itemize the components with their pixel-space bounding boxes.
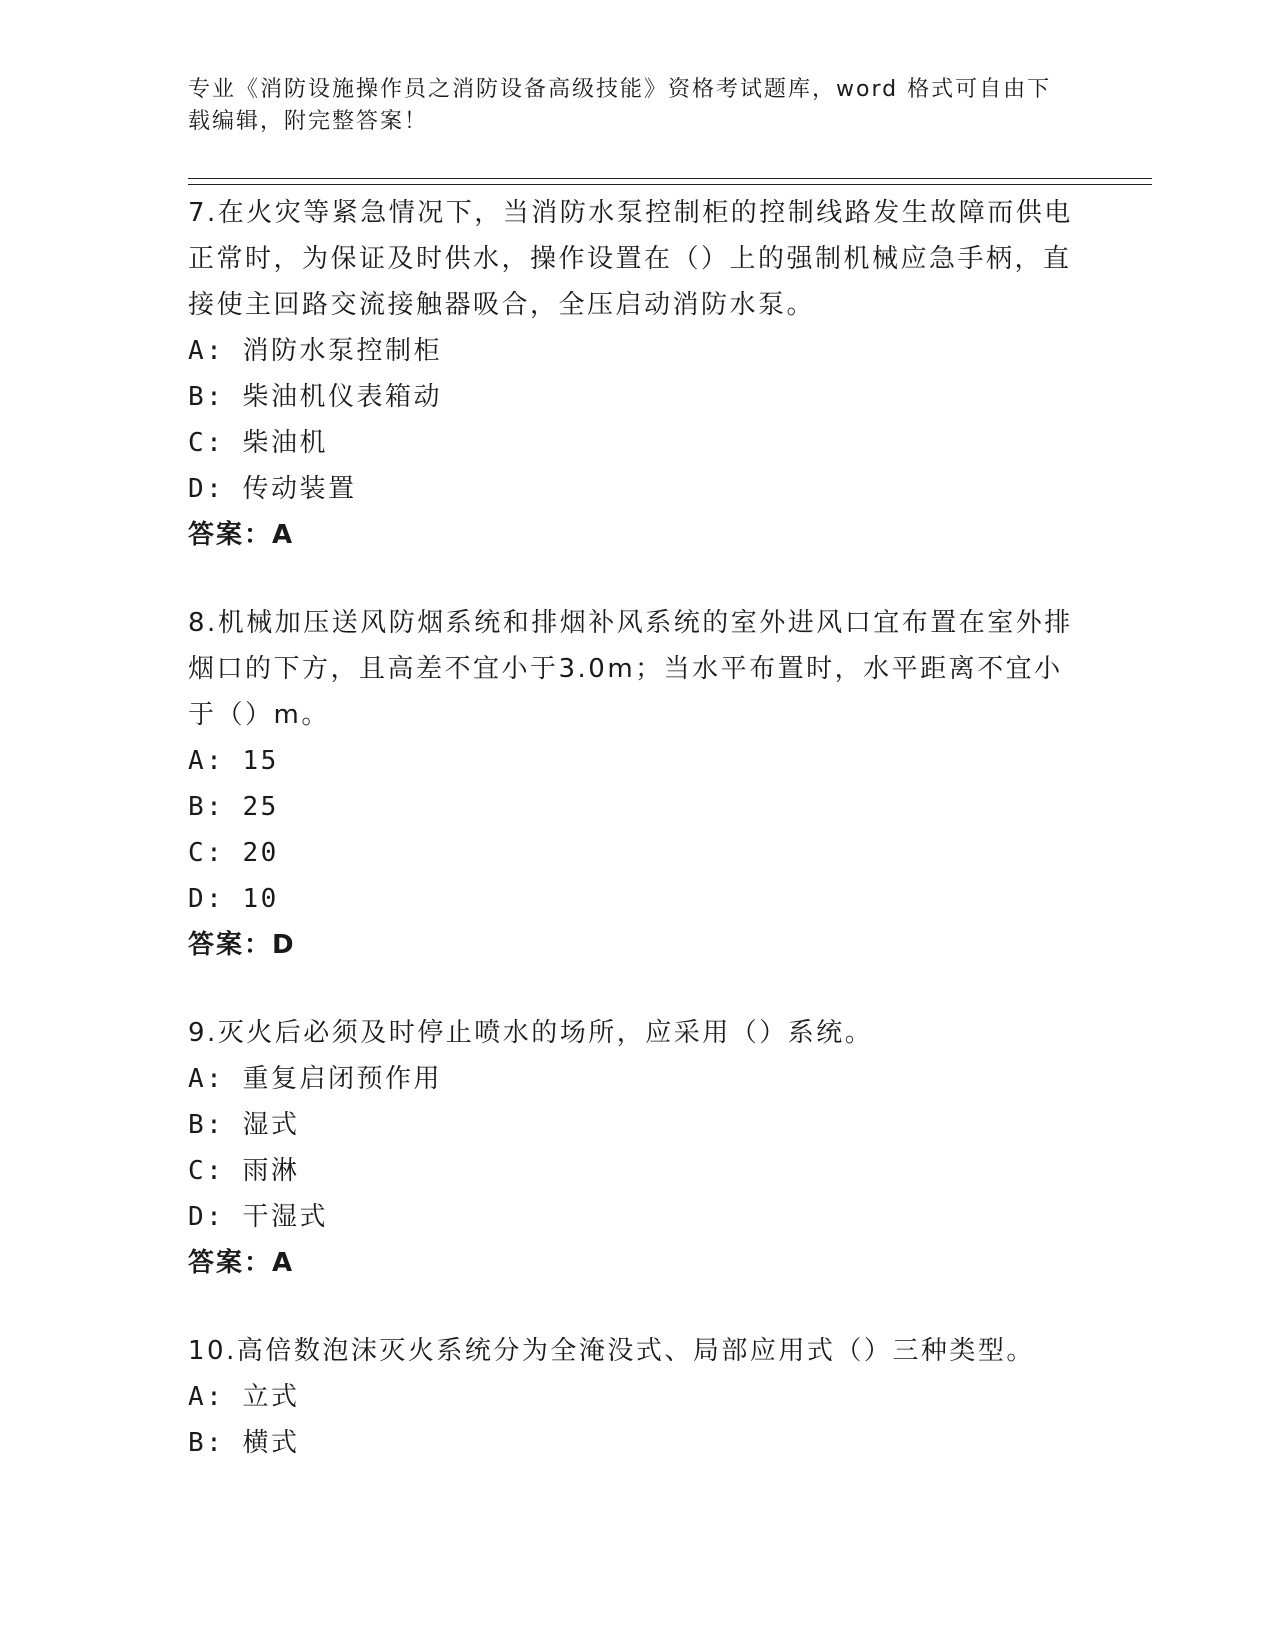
option-text: 25	[242, 792, 279, 822]
option-text: 10	[242, 884, 279, 914]
option-b	[188, 784, 1088, 830]
answer-line: 答案：A	[188, 1248, 295, 1278]
option-text: 柴油机	[242, 428, 328, 458]
option-label: C:	[188, 838, 225, 868]
option-label: C:	[188, 428, 225, 458]
option-label: D:	[188, 884, 225, 914]
option-text: 雨淋	[242, 1156, 300, 1186]
option-text: 传动装置	[242, 474, 357, 504]
option-text: 干湿式	[242, 1202, 328, 1232]
option-b	[188, 374, 1088, 420]
option-c	[188, 420, 1088, 466]
option-a	[188, 738, 1088, 784]
option-label: A:	[188, 1064, 225, 1094]
question-stem: 10.高倍数泡沫灭火系统分为全淹没式、局部应用式（）三种类型。	[188, 1336, 1035, 1366]
option-text: 消防水泵控制柜	[242, 336, 442, 366]
header-divider	[188, 178, 1152, 179]
answer-line: 答案：D	[188, 930, 296, 960]
question-stem: 7.在火灾等紧急情况下，当消防水泵控制柜的控制线路发生故障而供电正常时，为保证及时供水，操作设置在（）上的强制机械应急手柄，直接使主回路交流接触器吸合，全压启动消防水泵。	[188, 198, 1073, 320]
option-d	[188, 1194, 1088, 1240]
option-list	[188, 328, 1088, 512]
option-a	[188, 1374, 1088, 1420]
answer-line: 答案：A	[188, 520, 295, 550]
option-b	[188, 1420, 1088, 1466]
question-list	[188, 190, 1088, 1508]
option-c	[188, 830, 1088, 876]
page-header: 专业《消防设施操作员之消防设备高级技能》资格考试题库，word 格式可自由下载编辑，附完整答案！	[188, 77, 1052, 134]
option-c	[188, 1148, 1088, 1194]
question-stem: 9.灭火后必须及时停止喷水的场所，应采用（）系统。	[188, 1018, 874, 1048]
option-b	[188, 1102, 1088, 1148]
option-label: B:	[188, 1428, 225, 1458]
question-7	[188, 190, 1088, 558]
option-text: 15	[242, 746, 279, 776]
option-label: D:	[188, 1202, 225, 1232]
option-a	[188, 1056, 1088, 1102]
option-text: 立式	[242, 1382, 300, 1412]
option-label: B:	[188, 792, 225, 822]
question-9	[188, 1010, 1088, 1286]
option-list	[188, 1374, 1088, 1466]
question-stem: 8.机械加压送风防烟系统和排烟补风系统的室外进风口宜布置在室外排烟口的下方，且高差不宜小于3.0m；当水平布置时，水平距离不宜小于（）m。	[188, 608, 1073, 730]
option-label: D:	[188, 474, 225, 504]
option-a	[188, 328, 1088, 374]
option-text: 柴油机仪表箱动	[242, 382, 442, 412]
question-8	[188, 600, 1088, 968]
option-text: 横式	[242, 1428, 300, 1458]
option-label: A:	[188, 1382, 225, 1412]
option-d	[188, 876, 1088, 922]
option-label: A:	[188, 336, 225, 366]
option-label: C:	[188, 1156, 225, 1186]
option-list	[188, 738, 1088, 922]
option-d	[188, 466, 1088, 512]
question-10	[188, 1328, 1088, 1466]
option-text: 20	[242, 838, 279, 868]
header-divider-secondary	[188, 184, 1152, 185]
option-label: A:	[188, 746, 225, 776]
option-text: 重复启闭预作用	[242, 1064, 442, 1094]
option-text: 湿式	[242, 1110, 300, 1140]
option-list	[188, 1056, 1088, 1240]
option-label: B:	[188, 1110, 225, 1140]
option-label: B:	[188, 382, 225, 412]
